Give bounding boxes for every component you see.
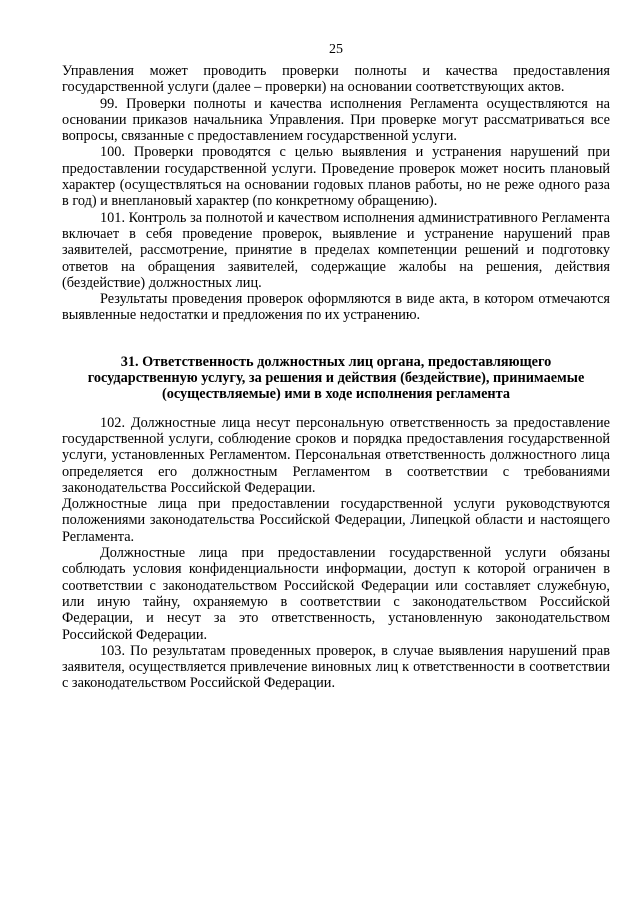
paragraph-103: 103. По результатам проведенных проверок, в случае выявления нарушений прав заявителя, осуществляется привлечение виновных лиц к ответственности в соответствии с законодательством Российской Федерации. bbox=[62, 642, 610, 692]
document-body bbox=[62, 63, 610, 692]
paragraph-99: 99. Проверки полноты и качества исполнения Регламента осуществляются на основании приказов начальника Управления. При проверке могут рассматриваться все вопросы, связанные с предоставлением государственной услуги. bbox=[62, 95, 610, 145]
page-number: 25 bbox=[329, 42, 343, 57]
paragraph-continuation: Управления может проводить проверки полноты и качества предоставления государственной услуги (далее – проверки) на основании соответствующих актов. bbox=[62, 63, 610, 96]
paragraphs-top bbox=[62, 63, 610, 324]
paragraphs-bottom bbox=[62, 415, 610, 692]
paragraph-101: 101. Контроль за полнотой и качеством исполнения административного Регламента включает в себя проведение проверок, выявление и устранение нарушений прав заявителей, рассмотрение, принятие в пределах компетенции решений и подготовку ответов на обращения заявителей, содержащие жалобы на решения, действия (бездействие) должностных лиц. bbox=[62, 209, 610, 291]
section-heading: 31. Ответственность должностных лиц органа, предоставляющего государственную услугу, за решения и действия (бездействие), принимаемые (осуществляемые) ими в ходе исполнения регламента bbox=[87, 353, 585, 403]
paragraph-laws: Должностные лица при предоставлении государственной услуги руководствуются положениями законодательства Российской Федерации, Липецкой области и настоящего Регламента. bbox=[62, 496, 610, 545]
paragraph-100: 100. Проверки проводятся с целью выявления и устранения нарушений при предоставлении государственной услуги. Проведение проверок может носить плановый характер (осуществляться на основании годовых планов работы, но не реже одного раза в год) и внеплановый характер (по конкретному обращению). bbox=[62, 144, 610, 210]
paragraph-102: 102. Должностные лица несут персональную ответственность за предоставление государственной услуги, соблюдение сроков и порядка предоставления государственной услуги, установленных Регламентом. Персональная ответственность должностного лица определяется его должностным Регламентом в соответствии с требованиями законодательства Российской Федерации. bbox=[62, 414, 610, 496]
paragraph-results: Результаты проведения проверок оформляются в виде акта, в котором отмечаются выявленные недостатки и предложения по их устранению. bbox=[62, 291, 610, 324]
paragraph-confidentiality: Должностные лица при предоставлении государственной услуги обязаны соблюдать условия конфиденциальности информации, доступ к которой ограничен в соответствии с законодательством Российской Федерации или составляет служебную, или иную тайну, охраняемую в соответствии с законодательством Российской Федерации, и несут за это ответственность, установленную законодательством Российской Федерации. bbox=[62, 545, 610, 643]
